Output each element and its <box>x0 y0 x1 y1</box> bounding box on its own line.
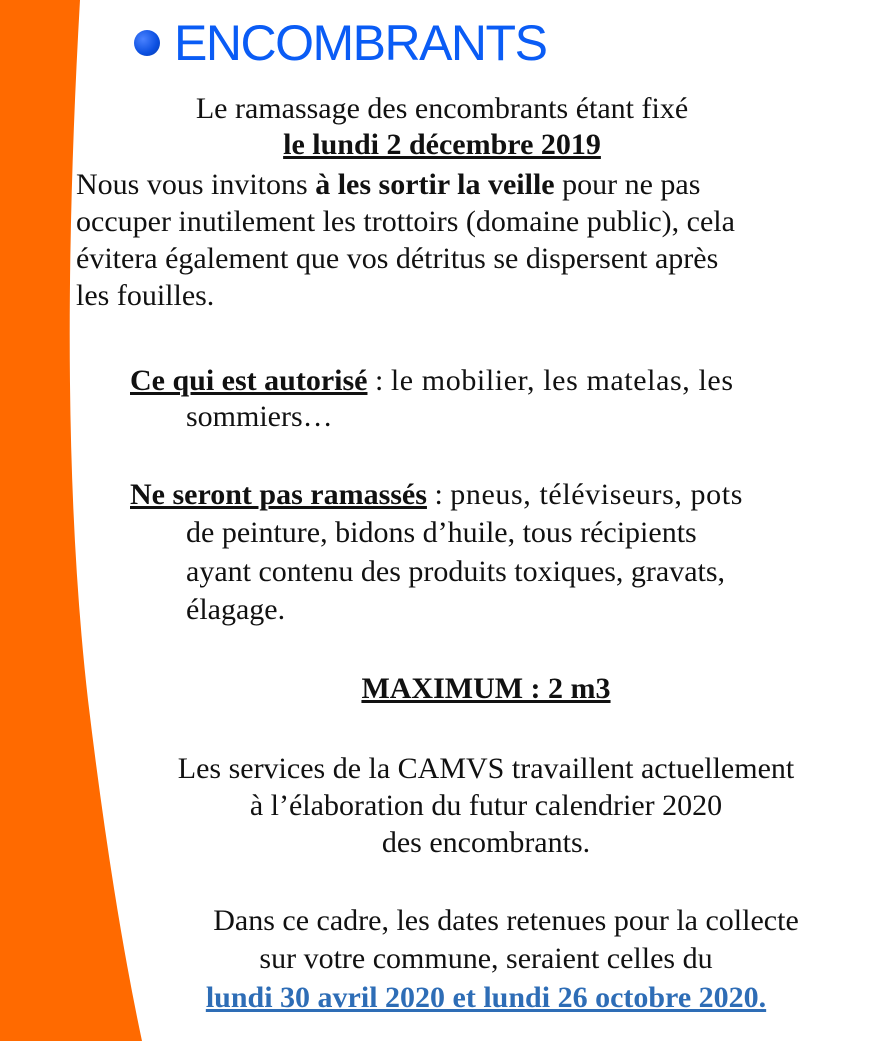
authorized-label: Ce qui est autorisé <box>130 364 368 397</box>
authorized-line-2: sommiers… <box>186 400 333 433</box>
not-collected-line-1 <box>130 476 743 513</box>
not-collected-items: pneus, téléviseurs, pots <box>450 478 743 511</box>
blue-dot-icon <box>134 30 160 56</box>
intro-text-rest: pour ne pas <box>554 168 701 201</box>
camvs-line-3: des encombrants. <box>381 826 591 859</box>
dates-line-1: Dans ce cadre, les dates retenues pour la collecte <box>213 904 799 937</box>
intro-paragraph-line-1 <box>76 166 700 203</box>
title-text: ENCOMBRANTS <box>174 15 547 71</box>
dates-line-3 <box>44 979 884 1016</box>
intro-paragraph-line-3: évitera également que vos détritus se dispersent après <box>76 242 719 275</box>
not-collected-line-4: élagage. <box>186 593 286 626</box>
not-collected-line-2: de peinture, bidons d’huile, tous récipients <box>186 516 697 549</box>
authorized-items: le mobilier, les matelas, les <box>390 364 734 397</box>
intro-line: Le ramassage des encombrants étant fixé <box>195 92 689 125</box>
camvs-line-2: à l’élaboration du futur calendrier 2020 <box>249 789 723 822</box>
not-collected-label: Ne seront pas ramassés <box>130 478 427 511</box>
collection-dates-link[interactable]: lundi 30 avril 2020 et lundi 26 octobre 2020. <box>205 981 767 1014</box>
maximum-line <box>44 670 884 707</box>
not-collected-separator: : <box>426 478 451 511</box>
collection-date: le lundi 2 décembre 2019 <box>283 128 601 161</box>
camvs-line-1: Les services de la CAMVS travaillent actuellement <box>177 752 795 785</box>
intro-paragraph-line-2: occuper inutilement les trottoirs (domaine public), cela <box>76 205 735 238</box>
intro-text-bold: à les sortir la veille <box>315 168 555 201</box>
intro-paragraph-line-4: les fouilles. <box>76 279 215 312</box>
page-title <box>134 15 547 71</box>
intro-date <box>0 126 884 163</box>
dates-line-2: sur votre commune, seraient celles du <box>259 942 713 975</box>
authorized-line-1 <box>130 362 734 399</box>
authorized-separator: : <box>367 364 391 397</box>
not-collected-line-3: ayant contenu des produits toxiques, gravats, <box>186 555 726 588</box>
intro-text-start: Nous vous invitons <box>76 168 316 201</box>
maximum-text: MAXIMUM : 2 m3 <box>361 672 611 705</box>
